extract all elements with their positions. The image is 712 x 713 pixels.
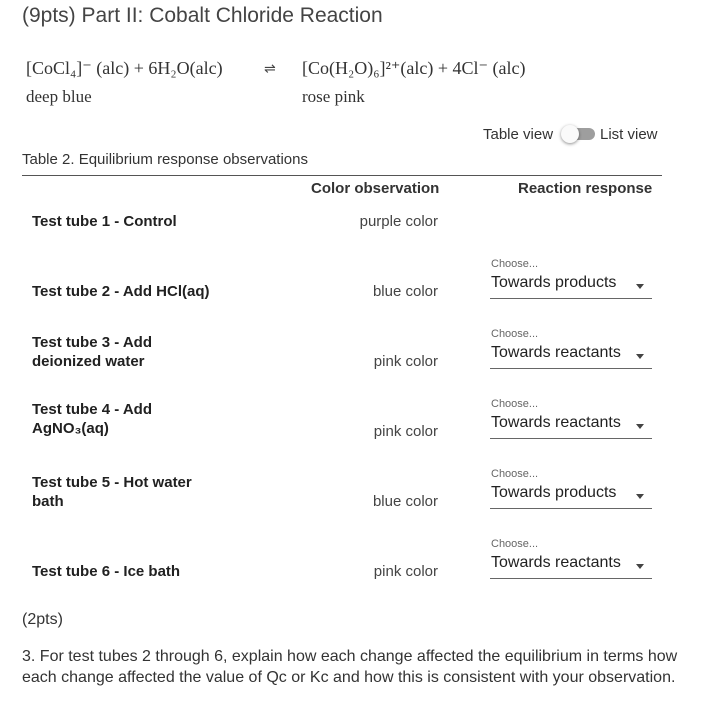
table-view-label[interactable]: Table view [483,126,554,143]
select-value: Towards products [491,274,617,291]
equation-products: [Co(H₂O)₆]²⁺(alc) + 4Cl⁻ (alc) [302,58,526,78]
dropdown-caret-icon [636,354,644,359]
dropdown-caret-icon [636,424,644,429]
equation-reactants: [CoCl₄]⁻ (alc) + 6H₂O(alc) [26,58,223,78]
equilibrium-arrow-icon: ⇌ [264,61,276,77]
reaction-response-select-5[interactable] [490,482,652,509]
reaction-response-select-4[interactable] [490,412,652,439]
select-hint-2: Choose... [491,258,539,270]
table-top-rule [22,175,662,176]
question-text: 3. For test tubes 2 through 6, explain how each change affected the equilibrium in terms how each change affected the value of Qᴄ or Kᴄ and how this is consistent with your observation. [22,648,678,686]
dropdown-caret-icon [636,284,644,289]
select-hint-4: Choose... [491,398,539,410]
select-hint-3: Choose... [491,328,539,340]
reaction-response-select-3[interactable] [490,342,652,369]
row-label-test-tube-6: Test tube 6 - Ice bath [32,563,181,580]
row-label-test-tube-1: Test tube 1 - Control [32,213,177,230]
toggle-knob [561,125,579,143]
dropdown-caret-icon [636,564,644,569]
question-points: (2pts) [22,611,63,628]
color-observation-6: pink color [373,563,438,580]
row-label-test-tube-4: Test tube 4 - Add AgNO₃(aq) [32,401,152,437]
select-value: Towards reactants [491,344,621,361]
select-value: Towards products [491,484,617,501]
reaction-response-select-6[interactable] [490,552,652,579]
select-value: Towards reactants [491,414,621,431]
product-color-label: rose pink [302,87,365,106]
select-hint-6: Choose... [491,538,539,550]
color-observation-1: purple color [359,213,438,230]
row-label-test-tube-2: Test tube 2 - Add HCl(aq) [32,283,210,300]
reactant-color-label: deep blue [26,87,92,106]
header-color-observation: Color observation [311,180,440,197]
color-observation-3: pink color [373,353,438,370]
dropdown-caret-icon [636,494,644,499]
color-observation-2: blue color [372,283,438,300]
select-hint-5: Choose... [491,468,539,480]
row-label-test-tube-3: Test tube 3 - Add deionized water [32,334,152,370]
reaction-response-select-2[interactable] [490,272,652,299]
header-reaction-response: Reaction response [518,180,653,197]
color-observation-5: blue color [372,493,438,510]
select-value: Towards reactants [491,554,621,571]
view-toggle-switch[interactable] [561,125,595,141]
section-title: (9pts) Part II: Cobalt Chloride Reaction [22,4,383,27]
row-label-test-tube-5: Test tube 5 - Hot water bath [32,474,192,510]
table-caption: Table 2. Equilibrium response observations [22,151,308,168]
list-view-label[interactable]: List view [600,126,658,143]
color-observation-4: pink color [373,423,438,440]
